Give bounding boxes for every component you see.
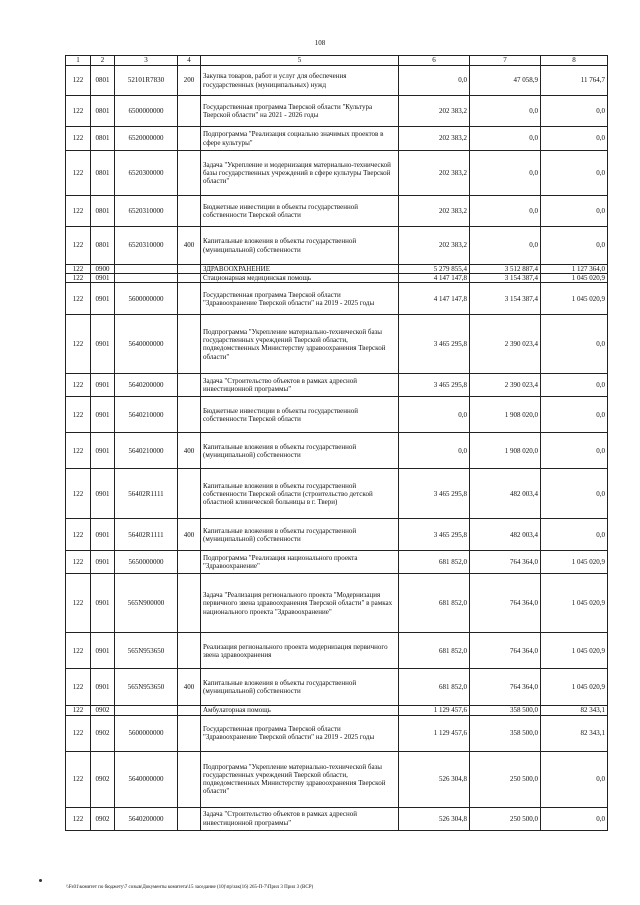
expense-type-cell: 400 xyxy=(178,433,201,469)
target-article-cell xyxy=(115,274,178,283)
amount-2023-cell: 0,0 xyxy=(541,315,608,374)
amount-2021-cell: 5 279 855,4 xyxy=(399,265,470,274)
amount-2021-cell: 3 465 295,8 xyxy=(399,315,470,374)
amount-2022-cell: 47 058,9 xyxy=(470,66,541,96)
table-row xyxy=(66,807,608,830)
target-article-cell: 6520000000 xyxy=(115,127,178,151)
grbs-code-cell: 122 xyxy=(66,127,91,151)
grbs-code-cell: 122 xyxy=(66,519,91,551)
grbs-code-cell: 122 xyxy=(66,706,91,715)
table-row xyxy=(66,196,608,227)
target-article-cell: 5640210000 xyxy=(115,433,178,469)
amount-2023-cell: 0,0 xyxy=(541,96,608,127)
grbs-code-cell: 122 xyxy=(66,265,91,274)
table-row xyxy=(66,574,608,633)
footer-file-path: \\Fs01\комитет по бюджету\7 созыв\Документы комитета\15 заседание (10)\пр\зак(16) 265-П-7\Прил 3 Прил 3 (ВСР) xyxy=(66,885,314,890)
amount-2022-cell: 3 154 387,4 xyxy=(470,283,541,315)
column-header: 4 xyxy=(178,56,201,66)
section-code-cell: 0901 xyxy=(91,283,115,315)
amount-2022-cell: 2 390 023,4 xyxy=(470,315,541,374)
expense-type-cell: 400 xyxy=(178,669,201,706)
target-article-cell xyxy=(115,706,178,715)
amount-2021-cell: 3 465 295,8 xyxy=(399,374,470,397)
amount-2021-cell: 0,0 xyxy=(399,66,470,96)
expense-type-cell xyxy=(178,274,201,283)
amount-2021-cell: 0,0 xyxy=(399,397,470,433)
description-cell: Задача "Строительство объектов в рамках адресной инвестиционной программы" xyxy=(201,807,399,830)
grbs-code-cell: 122 xyxy=(66,633,91,669)
description-cell: Задача "Укрепление и модернизация материально-технической базы государственных учреждений в сфере культуры Тверской области" xyxy=(201,151,399,196)
amount-2021-cell: 4 147 147,8 xyxy=(399,283,470,315)
target-article-cell: 565N953650 xyxy=(115,633,178,669)
amount-2023-cell: 82 343,1 xyxy=(541,715,608,751)
budget-table xyxy=(65,55,608,831)
description-cell: Капитальные вложения в объекты государственной (муниципальной) собственности xyxy=(201,227,399,265)
table-body xyxy=(66,66,608,831)
amount-2023-cell: 1 045 020,9 xyxy=(541,283,608,315)
table-row xyxy=(66,96,608,127)
target-article-cell: 56402R1111 xyxy=(115,469,178,519)
amount-2022-cell: 250 500,0 xyxy=(470,807,541,830)
column-header: 2 xyxy=(91,56,115,66)
table-row xyxy=(66,227,608,265)
section-code-cell: 0801 xyxy=(91,151,115,196)
table-row xyxy=(66,633,608,669)
amount-2023-cell: 1 045 020,9 xyxy=(541,274,608,283)
description-cell: Закупка товаров, работ и услуг для обеспечения государственных (муниципальных) нужд xyxy=(201,66,399,96)
description-cell: Государственная программа Тверской области "Здравоохранение Тверской области" на 2019 - 2025 годы xyxy=(201,715,399,751)
amount-2021-cell: 202 383,2 xyxy=(399,127,470,151)
description-cell: Бюджетные инвестиции в объекты государственной собственности Тверской области xyxy=(201,397,399,433)
section-code-cell: 0801 xyxy=(91,227,115,265)
expense-type-cell xyxy=(178,265,201,274)
column-number-row xyxy=(66,56,608,66)
expense-type-cell xyxy=(178,751,201,807)
amount-2022-cell: 0,0 xyxy=(470,96,541,127)
table-row xyxy=(66,315,608,374)
section-code-cell: 0801 xyxy=(91,196,115,227)
table-row xyxy=(66,151,608,196)
target-article-cell: 6520310000 xyxy=(115,196,178,227)
section-code-cell: 0900 xyxy=(91,265,115,274)
description-cell: Капитальные вложения в объекты государственной (муниципальной) собственности xyxy=(201,519,399,551)
expense-type-cell xyxy=(178,315,201,374)
column-header: 5 xyxy=(201,56,399,66)
grbs-code-cell: 122 xyxy=(66,807,91,830)
description-cell: Подпрограмма "Укрепление материально-технической базы государственных учреждений Тверской области, подведомственных Министерству здравоохранения Тверской области" xyxy=(201,315,399,374)
amount-2022-cell: 764 364,0 xyxy=(470,669,541,706)
grbs-code-cell: 122 xyxy=(66,283,91,315)
expense-type-cell: 400 xyxy=(178,227,201,265)
section-code-cell: 0901 xyxy=(91,374,115,397)
section-code-cell: 0901 xyxy=(91,274,115,283)
section-code-cell: 0901 xyxy=(91,469,115,519)
target-article-cell: 565N953650 xyxy=(115,669,178,706)
amount-2023-cell: 82 343,1 xyxy=(541,706,608,715)
column-header: 1 xyxy=(66,56,91,66)
target-article-cell: 5650000000 xyxy=(115,551,178,574)
expense-type-cell xyxy=(178,283,201,315)
expense-type-cell xyxy=(178,196,201,227)
amount-2023-cell: 0,0 xyxy=(541,433,608,469)
expense-type-cell xyxy=(178,807,201,830)
amount-2022-cell: 1 908 020,0 xyxy=(470,433,541,469)
section-code-cell: 0902 xyxy=(91,751,115,807)
target-article-cell xyxy=(115,265,178,274)
section-code-cell: 0902 xyxy=(91,807,115,830)
table-row xyxy=(66,265,608,274)
amount-2022-cell: 1 908 020,0 xyxy=(470,397,541,433)
expense-type-cell xyxy=(178,715,201,751)
amount-2023-cell: 0,0 xyxy=(541,807,608,830)
table-row xyxy=(66,66,608,96)
amount-2022-cell: 764 364,0 xyxy=(470,633,541,669)
amount-2021-cell: 202 383,2 xyxy=(399,227,470,265)
target-article-cell: 56402R1111 xyxy=(115,519,178,551)
grbs-code-cell: 122 xyxy=(66,151,91,196)
description-cell: ЗДРАВООХРАНЕНИЕ xyxy=(201,265,399,274)
table-row xyxy=(66,469,608,519)
grbs-code-cell: 122 xyxy=(66,715,91,751)
expense-type-cell xyxy=(178,469,201,519)
amount-2022-cell: 764 364,0 xyxy=(470,551,541,574)
table-row xyxy=(66,127,608,151)
section-code-cell: 0801 xyxy=(91,127,115,151)
amount-2023-cell: 11 764,7 xyxy=(541,66,608,96)
table-row xyxy=(66,283,608,315)
section-code-cell: 0901 xyxy=(91,633,115,669)
expense-type-cell: 200 xyxy=(178,66,201,96)
column-header: 8 xyxy=(541,56,608,66)
amount-2022-cell: 0,0 xyxy=(470,151,541,196)
grbs-code-cell: 122 xyxy=(66,751,91,807)
description-cell: Реализация регионального проекта модернизация первичного звена здравоохранения xyxy=(201,633,399,669)
grbs-code-cell: 122 xyxy=(66,96,91,127)
target-article-cell: 6520310000 xyxy=(115,227,178,265)
target-article-cell: 52101R7830 xyxy=(115,66,178,96)
expense-type-cell xyxy=(178,96,201,127)
grbs-code-cell: 122 xyxy=(66,433,91,469)
grbs-code-cell: 122 xyxy=(66,574,91,633)
description-cell: Подпрограмма "Реализация социально значимых проектов в сфере культуры" xyxy=(201,127,399,151)
section-code-cell: 0901 xyxy=(91,574,115,633)
table-row xyxy=(66,519,608,551)
amount-2022-cell: 0,0 xyxy=(470,227,541,265)
description-cell: Амбулаторная помощь xyxy=(201,706,399,715)
amount-2021-cell: 526 304,8 xyxy=(399,807,470,830)
amount-2023-cell: 0,0 xyxy=(541,751,608,807)
amount-2021-cell: 681 852,0 xyxy=(399,551,470,574)
target-article-cell: 6500000000 xyxy=(115,96,178,127)
amount-2021-cell: 526 304,8 xyxy=(399,751,470,807)
target-article-cell: 5640210000 xyxy=(115,397,178,433)
amount-2023-cell: 0,0 xyxy=(541,151,608,196)
table-row xyxy=(66,397,608,433)
expense-type-cell xyxy=(178,551,201,574)
table-row xyxy=(66,751,608,807)
section-code-cell: 0901 xyxy=(91,433,115,469)
expense-type-cell xyxy=(178,374,201,397)
amount-2022-cell: 3 154 387,4 xyxy=(470,274,541,283)
section-code-cell: 0901 xyxy=(91,397,115,433)
amount-2022-cell: 0,0 xyxy=(470,196,541,227)
table-row xyxy=(66,433,608,469)
expense-type-cell xyxy=(178,706,201,715)
column-header: 7 xyxy=(470,56,541,66)
target-article-cell: 5640200000 xyxy=(115,807,178,830)
description-cell: Государственная программа Тверской области "Культура Тверской области" на 2021 - 2026 годы xyxy=(201,96,399,127)
amount-2022-cell: 250 500,0 xyxy=(470,751,541,807)
amount-2021-cell: 1 129 457,6 xyxy=(399,715,470,751)
description-cell: Государственная программа Тверской области "Здравоохранение Тверской области" на 2019 - 2025 годы xyxy=(201,283,399,315)
amount-2021-cell: 1 129 457,6 xyxy=(399,706,470,715)
expense-type-cell xyxy=(178,574,201,633)
amount-2023-cell: 1 127 364,0 xyxy=(541,265,608,274)
margin-dot xyxy=(39,879,42,882)
amount-2021-cell: 3 465 295,8 xyxy=(399,469,470,519)
grbs-code-cell: 122 xyxy=(66,315,91,374)
target-article-cell: 6520300000 xyxy=(115,151,178,196)
amount-2023-cell: 1 045 020,9 xyxy=(541,669,608,706)
description-cell: Капитальные вложения в объекты государственной (муниципальной) собственности xyxy=(201,433,399,469)
amount-2023-cell: 0,0 xyxy=(541,519,608,551)
description-cell: Капитальные вложения в объекты государственной собственности Тверской области (строительство детской областной клинической больницы в г. Твери) xyxy=(201,469,399,519)
grbs-code-cell: 122 xyxy=(66,196,91,227)
expense-type-cell xyxy=(178,397,201,433)
target-article-cell: 5600000000 xyxy=(115,283,178,315)
amount-2022-cell: 358 500,0 xyxy=(470,715,541,751)
target-article-cell: 5640000000 xyxy=(115,751,178,807)
description-cell: Задача "Реализация регионального проекта "Модернизация первичного звена здравоохранения Тверской области" в рамках национального проекта "Здравоохранение" xyxy=(201,574,399,633)
table-row xyxy=(66,551,608,574)
section-code-cell: 0901 xyxy=(91,519,115,551)
amount-2021-cell: 0,0 xyxy=(399,433,470,469)
section-code-cell: 0901 xyxy=(91,315,115,374)
table-row xyxy=(66,669,608,706)
amount-2023-cell: 0,0 xyxy=(541,469,608,519)
amount-2021-cell: 202 383,2 xyxy=(399,96,470,127)
amount-2022-cell: 2 390 023,4 xyxy=(470,374,541,397)
amount-2023-cell: 1 045 020,9 xyxy=(541,574,608,633)
amount-2023-cell: 0,0 xyxy=(541,196,608,227)
amount-2021-cell: 681 852,0 xyxy=(399,633,470,669)
amount-2022-cell: 764 364,0 xyxy=(470,574,541,633)
description-cell: Задача "Строительство объектов в рамках адресной инвестиционной программы" xyxy=(201,374,399,397)
amount-2022-cell: 3 512 887,4 xyxy=(470,265,541,274)
column-header: 6 xyxy=(399,56,470,66)
description-cell: Подпрограмма "Реализация национального проекта "Здравоохранение" xyxy=(201,551,399,574)
target-article-cell: 5600000000 xyxy=(115,715,178,751)
amount-2023-cell: 1 045 020,9 xyxy=(541,633,608,669)
amount-2023-cell: 0,0 xyxy=(541,227,608,265)
table-row xyxy=(66,274,608,283)
section-code-cell: 0801 xyxy=(91,66,115,96)
grbs-code-cell: 122 xyxy=(66,227,91,265)
amount-2023-cell: 0,0 xyxy=(541,397,608,433)
amount-2023-cell: 1 045 020,9 xyxy=(541,551,608,574)
amount-2022-cell: 482 003,4 xyxy=(470,469,541,519)
amount-2023-cell: 0,0 xyxy=(541,127,608,151)
expense-type-cell xyxy=(178,633,201,669)
target-article-cell: 565N900000 xyxy=(115,574,178,633)
section-code-cell: 0902 xyxy=(91,715,115,751)
amount-2021-cell: 4 147 147,8 xyxy=(399,274,470,283)
amount-2021-cell: 681 852,0 xyxy=(399,574,470,633)
amount-2022-cell: 0,0 xyxy=(470,127,541,151)
amount-2023-cell: 0,0 xyxy=(541,374,608,397)
grbs-code-cell: 122 xyxy=(66,669,91,706)
grbs-code-cell: 122 xyxy=(66,397,91,433)
expense-type-cell: 400 xyxy=(178,519,201,551)
section-code-cell: 0901 xyxy=(91,669,115,706)
description-cell: Подпрограмма "Укрепление материально-технической базы государственных учреждений Тверской области, подведомственных Министерству здравоохранения Тверской области" xyxy=(201,751,399,807)
amount-2021-cell: 202 383,2 xyxy=(399,151,470,196)
description-cell: Капитальные вложения в объекты государственной (муниципальной) собственности xyxy=(201,669,399,706)
target-article-cell: 5640200000 xyxy=(115,374,178,397)
amount-2021-cell: 3 465 295,8 xyxy=(399,519,470,551)
page-number: 108 xyxy=(314,39,326,47)
grbs-code-cell: 122 xyxy=(66,274,91,283)
amount-2021-cell: 681 852,0 xyxy=(399,669,470,706)
grbs-code-cell: 122 xyxy=(66,66,91,96)
grbs-code-cell: 122 xyxy=(66,469,91,519)
description-cell: Стационарная медицинская помощь xyxy=(201,274,399,283)
section-code-cell: 0902 xyxy=(91,706,115,715)
expense-type-cell xyxy=(178,151,201,196)
target-article-cell: 5640000000 xyxy=(115,315,178,374)
column-header: 3 xyxy=(115,56,178,66)
description-cell: Бюджетные инвестиции в объекты государственной собственности Тверской области xyxy=(201,196,399,227)
table-row xyxy=(66,706,608,715)
expense-type-cell xyxy=(178,127,201,151)
amount-2022-cell: 482 003,4 xyxy=(470,519,541,551)
amount-2022-cell: 358 500,0 xyxy=(470,706,541,715)
grbs-code-cell: 122 xyxy=(66,551,91,574)
table-row xyxy=(66,715,608,751)
amount-2021-cell: 202 383,2 xyxy=(399,196,470,227)
section-code-cell: 0801 xyxy=(91,96,115,127)
table-row xyxy=(66,374,608,397)
grbs-code-cell: 122 xyxy=(66,374,91,397)
section-code-cell: 0901 xyxy=(91,551,115,574)
